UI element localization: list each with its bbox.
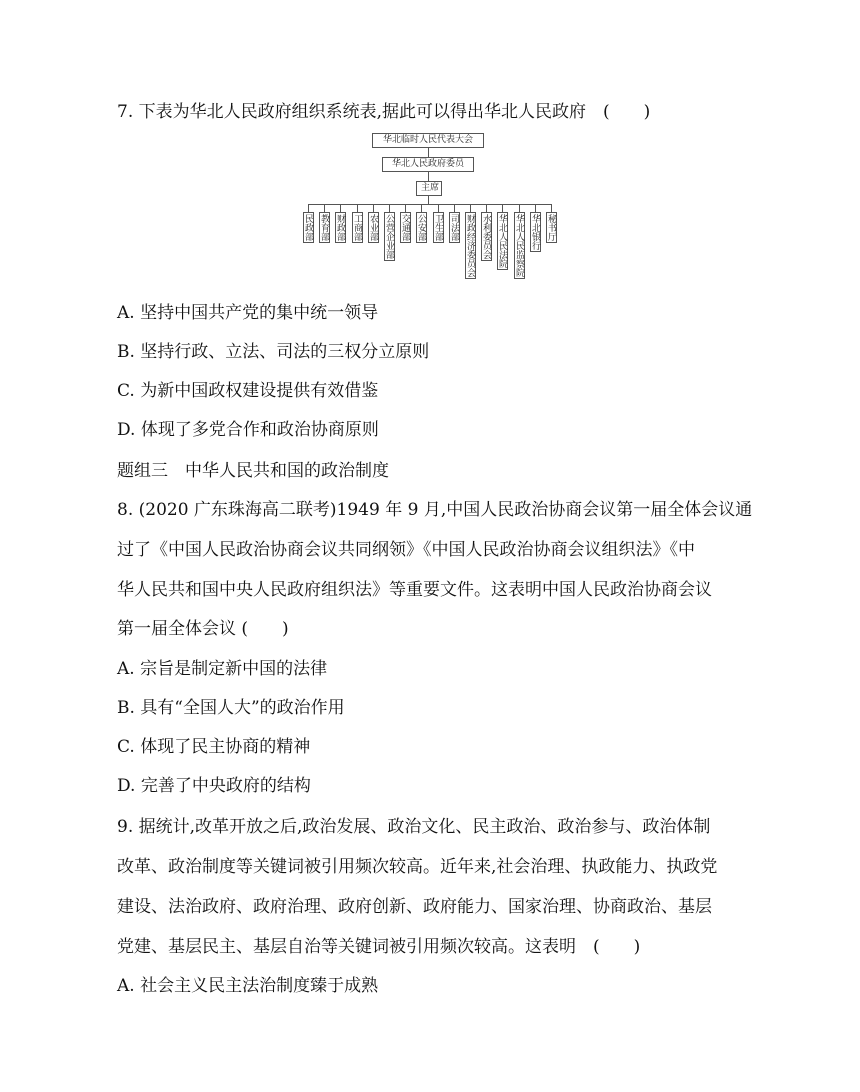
q9-line-2: 改革、政治制度等关键词被引用频次较高。近年来,社会治理、执政能力、执政党 — [117, 857, 718, 877]
org-dept-connector — [519, 204, 520, 212]
org-dept-box: 财政部 — [335, 214, 345, 241]
org-dept-connector — [324, 204, 325, 212]
org-dept-connector — [438, 204, 439, 212]
q8-option-b: B. 具有“全国人大”的政治作用 — [117, 698, 345, 718]
org-box-chair: 主席 — [416, 181, 442, 196]
q7-stem: 7. 下表为华北人民政府组织系统表,据此可以得出华北人民政府 ( ) — [117, 102, 651, 122]
org-chart — [300, 133, 562, 288]
org-dept-connector — [340, 204, 341, 212]
org-dept-connector — [373, 204, 374, 212]
q8-line-3: 华人民共和国中央人民政府组织法》等重要文件。这表明中国人民政治协商会议 — [117, 580, 712, 600]
org-connector — [428, 148, 429, 157]
q8-line-2: 过了《中国人民政治协商会议共同纲领》《中国人民政治协商会议组织法》《中 — [117, 540, 695, 560]
q9-line-3: 建设、法治政府、政府治理、政府创新、政府能力、国家治理、协商政治、基层 — [117, 897, 712, 917]
q7-option-d: D. 体现了多党合作和政治协商原则 — [117, 420, 379, 440]
org-box-second: 华北人民政府委员 — [382, 157, 474, 172]
org-dept-box: 民政部 — [303, 214, 313, 241]
q8-option-d: D. 完善了中央政府的结构 — [117, 776, 311, 796]
q7-option-b: B. 坚持行政、立法、司法的三权分立原则 — [117, 342, 430, 362]
org-dept-box: 司法部 — [449, 214, 459, 241]
q9-option-a: A. 社会主义民主法治制度臻于成熟 — [117, 976, 379, 996]
org-dept-box: 秘书厅 — [546, 214, 556, 241]
org-connector — [428, 172, 429, 181]
org-dept-connector — [389, 204, 390, 212]
org-dept-box: 工商部 — [352, 214, 362, 241]
org-dept-box: 华北人民法院 — [497, 214, 507, 268]
org-branch-line — [308, 204, 552, 205]
org-dept-box: 交通部 — [400, 214, 410, 241]
org-dept-box: 华北银行 — [530, 214, 540, 250]
q8-line-4: 第一届全体会议 ( ) — [117, 619, 289, 639]
org-dept-connector — [551, 204, 552, 212]
q7-option-a: A. 坚持中国共产党的集中统一领导 — [117, 303, 379, 323]
org-dept-connector — [357, 204, 358, 212]
section-heading: 题组三 中华人民共和国的政治制度 — [117, 461, 389, 481]
org-dept-connector — [502, 204, 503, 212]
org-dept-connector — [308, 204, 309, 212]
org-dept-box: 华北人民监察院 — [514, 214, 524, 277]
q8-option-a: A. 宗旨是制定新中国的法律 — [117, 659, 328, 679]
org-box-top: 华北临时人民代表大会 — [372, 133, 484, 148]
org-dept-box: 水利委员会 — [481, 214, 491, 259]
org-dept-box: 教育部 — [319, 214, 329, 241]
org-dept-connector — [470, 204, 471, 212]
org-dept-box: 农业部 — [368, 214, 378, 241]
org-dept-connector — [486, 204, 487, 212]
q9-line-4: 党建、基层民主、基层自治等关键词被引用频次较高。这表明 ( ) — [117, 937, 641, 957]
org-dept-box: 公安部 — [416, 214, 426, 241]
q8-line-1: 8. (2020 广东珠海高二联考)1949 年 9 月,中国人民政治协商会议第一届全体会议通 — [117, 500, 753, 520]
org-dept-connector — [454, 204, 455, 212]
org-dept-connector — [421, 204, 422, 212]
org-dept-box: 财政经济委员会 — [465, 214, 475, 277]
org-dept-box: 卫生部 — [433, 214, 443, 241]
q8-option-c: C. 体现了民主协商的精神 — [117, 737, 311, 757]
org-dept-box: 公营企业部 — [384, 214, 394, 259]
q9-line-1: 9. 据统计,改革开放之后,政治发展、政治文化、民主政治、政治参与、政治体制 — [117, 817, 711, 837]
org-dept-connector — [535, 204, 536, 212]
q7-option-c: C. 为新中国政权建设提供有效借鉴 — [117, 381, 379, 401]
org-dept-connector — [405, 204, 406, 212]
